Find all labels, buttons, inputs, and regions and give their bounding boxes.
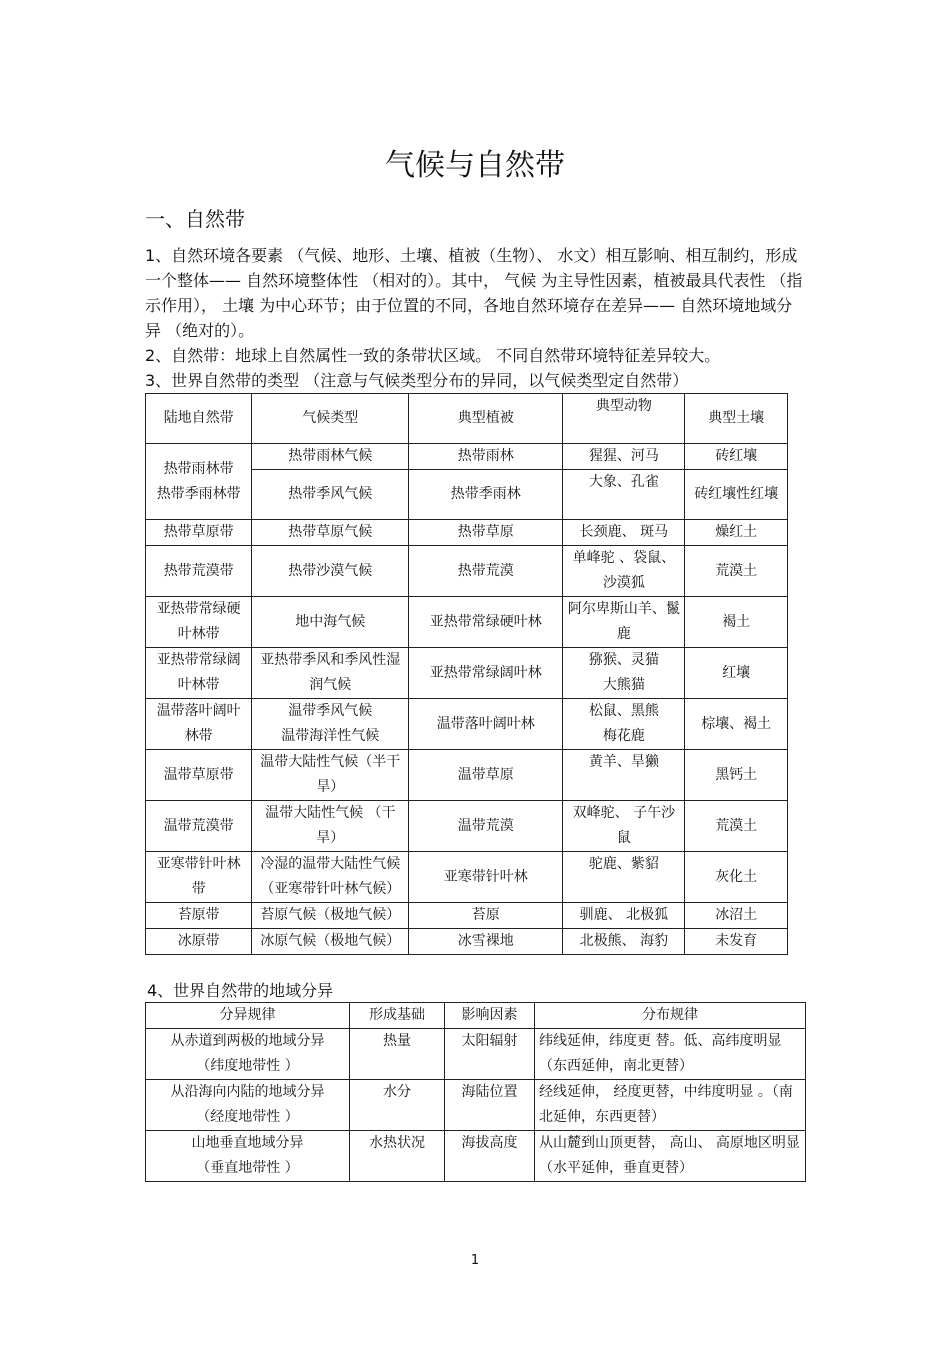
table-cell: 苔原 [409,903,563,929]
table-row [146,699,788,750]
table-cell: 热带雨林带 热带季雨林带 [146,444,252,520]
table-cell: 冷湿的温带大陆性气候 （亚寒带针叶林气候） [252,852,409,903]
header-cell: 分异规律 [146,1003,350,1029]
table-cell: 双峰驼、 子午沙鼠 [563,801,685,852]
table-cell: 黄羊、旱獭 [563,750,685,801]
table-row [146,597,788,648]
table-cell: 长颈鹿、 斑马 [563,520,685,546]
section-heading-natural-zones: 一、自然带 [145,207,245,231]
header-cell: 分布规律 [535,1003,806,1029]
table-cell: 亚热带季风和季风性湿润气候 [252,648,409,699]
table-cell: 海陆位置 [445,1080,535,1131]
table-cell: 黑钙土 [685,750,788,801]
paragraph-3: 3、世界自然带的类型 （注意与气候类型分布的异同，以气候类型定自然带） [145,371,689,390]
table-cell: 冰原带 [146,929,252,955]
header-cell: 典型土壤 [685,394,788,444]
table-cell: 猕猴、灵猫 大熊猫 [563,648,685,699]
table-cell: 苔原带 [146,903,252,929]
table-cell: 单峰驼 、袋鼠、沙漠狐 [563,546,685,597]
table-cell: 温带落叶阔叶林带 [146,699,252,750]
table-cell: 松鼠、黑熊 梅花鹿 [563,699,685,750]
table-cell: 灰化土 [685,852,788,903]
table-cell: 从山麓到山顶更替， 高山、 高原地区明显 （水平延伸，垂直更替） [535,1131,806,1182]
table-cell: 棕壤、褐土 [685,699,788,750]
table-cell: 红壤 [685,648,788,699]
table-cell: 温带大陆性气候（半干旱） [252,750,409,801]
natural-zones-table [145,393,788,955]
table-row [146,648,788,699]
table-row [146,1131,806,1182]
table-cell: 荒漠土 [685,801,788,852]
table-row [146,750,788,801]
page-number: 1 [470,1253,480,1268]
table-cell: 水分 [350,1080,445,1131]
table-cell: 温带季风气候 温带海洋性气候 [252,699,409,750]
table-cell: 热量 [350,1029,445,1080]
table-cell: 纬线延伸，纬度更 替。低、高纬度明显（东西延伸，南北更替） [535,1029,806,1080]
table-row [146,801,788,852]
table-cell: 温带荒漠带 [146,801,252,852]
table-cell: 砖红壤性红壤 [685,470,788,520]
header-cell: 形成基础 [350,1003,445,1029]
table-cell: 荒漠土 [685,546,788,597]
table-row [146,444,788,470]
table-cell: 从赤道到两极的地域分异 （纬度地带性 ） [146,1029,350,1080]
table-cell: 猩猩、河马 [563,444,685,470]
table-cell: 温带草原 [409,750,563,801]
table-cell: 热带草原 [409,520,563,546]
table-cell: 亚热带常绿硬叶林 [409,597,563,648]
header-cell: 典型动物 [563,394,685,444]
table-row [146,903,788,929]
table-cell: 从沿海向内陆的地域分异 （经度地带性 ） [146,1080,350,1131]
table-cell: 热带荒漠带 [146,546,252,597]
table-cell: 温带荒漠 [409,801,563,852]
table-cell: 亚寒带针叶林 [409,852,563,903]
zonal-differentiation-table [145,1002,806,1182]
table-row [146,546,788,597]
table-cell: 阿尔卑斯山羊、鬣鹿 [563,597,685,648]
table-cell: 热带荒漠 [409,546,563,597]
table-cell: 温带草原带 [146,750,252,801]
table-cell: 冰雪裸地 [409,929,563,955]
table-cell: 山地垂直地域分异 （垂直地带性 ） [146,1131,350,1182]
page-title: 气候与自然带 [385,148,565,183]
header-cell: 典型植被 [409,394,563,444]
table-cell: 亚热带常绿阔叶林带 [146,648,252,699]
paragraph-2: 2、自然带：地球上自然属性一致的条带状区域。 不同自然带环境特征差异较大。 [145,346,721,365]
table-header-row [146,1003,806,1029]
table-cell: 冰沼土 [685,903,788,929]
table-cell: 温带大陆性气候 （干旱） [252,801,409,852]
table-cell: 地中海气候 [252,597,409,648]
table-cell: 热带季雨林 [409,470,563,520]
table-cell: 砖红壤 [685,444,788,470]
table-cell: 燥红土 [685,520,788,546]
table-cell: 海拔高度 [445,1131,535,1182]
table-cell: 水热状况 [350,1131,445,1182]
table-cell: 热带雨林气候 [252,444,409,470]
table-cell: 热带季风气候 [252,470,409,520]
table-row [146,852,788,903]
table-cell: 热带草原带 [146,520,252,546]
table-cell: 亚寒带针叶林带 [146,852,252,903]
table-cell: 亚热带常绿硬叶林带 [146,597,252,648]
table-row [146,1080,806,1131]
table-cell: 苔原气候（极地气候） [252,903,409,929]
table-cell: 褐土 [685,597,788,648]
header-cell: 气候类型 [252,394,409,444]
table-cell: 太阳辐射 [445,1029,535,1080]
table-cell: 大象、孔雀 [563,470,685,520]
table-cell: 驯鹿、 北极狐 [563,903,685,929]
table-cell: 冰原气候（极地气候） [252,929,409,955]
header-cell: 影响因素 [445,1003,535,1029]
table-cell: 驼鹿、紫貂 [563,852,685,903]
table-header-row [146,394,788,444]
table-cell: 未发育 [685,929,788,955]
section-heading-zonal-differentiation: 4、世界自然带的地域分异 [147,981,334,1000]
table-row [146,520,788,546]
table-cell: 亚热带常绿阔叶林 [409,648,563,699]
table-cell: 北极熊、 海豹 [563,929,685,955]
table-cell: 温带落叶阔叶林 [409,699,563,750]
table-row [146,929,788,955]
table-row [146,1029,806,1080]
paragraph-1: 1、自然环境各要素 （气候、地形、土壤、植被（生物）、 水文）相互影响、相互制约，形成一个整体—— 自然环境整体性 （相对的）。其中， 气候 为主导性因素，植被最具代表性 （指示作用）， 土壤 为中心环节；由于位置的不同，各地自然环境存在差异—— 自然环境地域分异 （绝对的）。 [145,246,803,340]
table-cell: 热带沙漠气候 [252,546,409,597]
table-cell: 热带雨林 [409,444,563,470]
table-cell: 经线延伸， 经度更替，中纬度明显 。（南北延伸，东西更替） [535,1080,806,1131]
table-cell: 热带草原气候 [252,520,409,546]
header-cell: 陆地自然带 [146,394,252,444]
